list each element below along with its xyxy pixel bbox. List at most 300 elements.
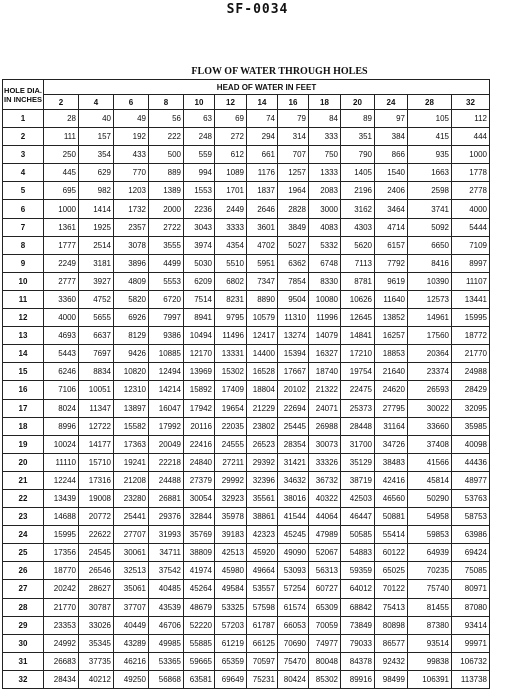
flow-value-cell: 13331: [215, 345, 247, 363]
flow-value-cell: 4714: [375, 218, 408, 236]
flow-value-cell: 3078: [114, 236, 149, 254]
flow-value-cell: 26593: [408, 381, 452, 399]
flow-value-cell: 40212: [79, 670, 114, 688]
flow-value-cell: 20364: [408, 345, 452, 363]
hole-diameter-cell: 22: [3, 489, 44, 507]
flow-value-cell: 28429: [452, 381, 490, 399]
flow-value-cell: 46447: [341, 508, 375, 526]
flow-value-cell: 32095: [452, 399, 490, 417]
document-code: SF-0034: [226, 2, 289, 17]
flow-value-cell: 113738: [452, 670, 490, 688]
column-header-10ft: 10: [184, 95, 215, 110]
flow-value-cell: 7792: [375, 254, 408, 272]
flow-value-cell: 17992: [149, 417, 184, 435]
flow-value-cell: 157: [79, 128, 114, 146]
flow-value-cell: 28354: [278, 435, 309, 453]
flow-value-cell: 2722: [149, 218, 184, 236]
flow-value-cell: 27795: [375, 399, 408, 417]
flow-value-cell: 10080: [309, 290, 341, 308]
flow-value-cell: 14079: [309, 327, 341, 345]
column-header-8ft: 8: [149, 95, 184, 110]
flow-value-cell: 42513: [215, 544, 247, 562]
flow-value-cell: 13439: [44, 489, 79, 507]
flow-value-cell: 6748: [309, 254, 341, 272]
hole-diameter-cell: 15: [3, 363, 44, 381]
flow-value-cell: 612: [215, 146, 247, 164]
flow-value-cell: 3974: [184, 236, 215, 254]
table-row: [3, 616, 490, 634]
flow-value-cell: 3849: [278, 218, 309, 236]
flow-value-cell: 982: [79, 182, 114, 200]
flow-value-cell: 8996: [44, 417, 79, 435]
flow-value-cell: 81455: [408, 598, 452, 616]
flow-value-cell: 70235: [408, 562, 452, 580]
flow-value-cell: 40449: [114, 616, 149, 634]
flow-value-cell: 30022: [408, 399, 452, 417]
flow-value-cell: 52067: [309, 544, 341, 562]
flow-value-cell: 1540: [375, 164, 408, 182]
flow-value-cell: 31993: [149, 526, 184, 544]
flow-value-cell: 106391: [408, 670, 452, 688]
table-row: [3, 417, 490, 435]
flow-value-cell: 60122: [375, 544, 408, 562]
hole-diameter-cell: 25: [3, 544, 44, 562]
flow-value-cell: 17363: [114, 435, 149, 453]
flow-value-cell: 45920: [247, 544, 278, 562]
flow-value-cell: 93514: [408, 634, 452, 652]
flow-value-cell: 4083: [309, 218, 341, 236]
flow-value-cell: 661: [247, 146, 278, 164]
flow-value-cell: 1257: [278, 164, 309, 182]
table-row: [3, 363, 490, 381]
flow-value-cell: 49250: [114, 670, 149, 688]
flow-value-cell: 12244: [44, 471, 79, 489]
flow-value-cell: 19654: [215, 399, 247, 417]
flow-value-cell: 14214: [149, 381, 184, 399]
flow-value-cell: 8834: [79, 363, 114, 381]
flow-value-cell: 80424: [278, 670, 309, 688]
flow-value-cell: 30061: [114, 544, 149, 562]
flow-value-cell: 10494: [184, 327, 215, 345]
flow-value-cell: 559: [184, 146, 215, 164]
flow-value-cell: 33026: [79, 616, 114, 634]
flow-value-cell: 54958: [408, 508, 452, 526]
flow-value-cell: 31164: [375, 417, 408, 435]
flow-value-cell: 38016: [278, 489, 309, 507]
flow-value-cell: 19008: [79, 489, 114, 507]
flow-value-cell: 111: [44, 128, 79, 146]
flow-value-cell: 4354: [215, 236, 247, 254]
flow-value-cell: 6362: [278, 254, 309, 272]
flow-value-cell: 707: [278, 146, 309, 164]
flow-value-cell: 14177: [79, 435, 114, 453]
flow-value-cell: 15302: [215, 363, 247, 381]
flow-value-cell: 55885: [184, 634, 215, 652]
table-row: [3, 182, 490, 200]
flow-value-cell: 35345: [79, 634, 114, 652]
flow-value-cell: 35978: [215, 508, 247, 526]
flow-value-cell: 2249: [44, 254, 79, 272]
flow-value-cell: 17316: [79, 471, 114, 489]
flow-value-cell: 79: [278, 110, 309, 128]
flow-value-cell: 87380: [408, 616, 452, 634]
flow-value-cell: 38719: [341, 471, 375, 489]
flow-value-cell: 695: [44, 182, 79, 200]
flow-value-cell: 22416: [184, 435, 215, 453]
flow-value-cell: 21640: [375, 363, 408, 381]
flow-value-cell: 9426: [114, 345, 149, 363]
flow-value-cell: 34726: [375, 435, 408, 453]
hole-diameter-cell: 29: [3, 616, 44, 634]
column-header-4ft: 4: [79, 95, 114, 110]
flow-value-cell: 17356: [44, 544, 79, 562]
flow-value-cell: 294: [247, 128, 278, 146]
flow-value-cell: 70690: [278, 634, 309, 652]
flow-value-cell: 2646: [247, 200, 278, 218]
flow-value-cell: 20242: [44, 580, 79, 598]
flow-value-cell: 1000: [44, 200, 79, 218]
flow-value-cell: 20102: [278, 381, 309, 399]
flow-value-cell: 24992: [44, 634, 79, 652]
table-row: [3, 562, 490, 580]
table-row: [3, 290, 490, 308]
flow-value-cell: 12170: [184, 345, 215, 363]
flow-value-cell: 99838: [408, 652, 452, 670]
column-header-16ft: 16: [278, 95, 309, 110]
flow-value-cell: 27379: [184, 471, 215, 489]
flow-value-cell: 48977: [452, 471, 490, 489]
flow-value-cell: 790: [341, 146, 375, 164]
table-row: [3, 670, 490, 688]
flow-value-cell: 43539: [149, 598, 184, 616]
flow-value-cell: 3000: [309, 200, 341, 218]
flow-value-cell: 7113: [341, 254, 375, 272]
flow-value-cell: 17667: [278, 363, 309, 381]
flow-value-cell: 1553: [184, 182, 215, 200]
flow-value-cell: 272: [215, 128, 247, 146]
flow-value-cell: 37408: [408, 435, 452, 453]
flow-value-cell: 70122: [375, 580, 408, 598]
flow-value-cell: 105: [408, 110, 452, 128]
flow-table: [2, 79, 490, 689]
flow-value-cell: 11996: [309, 309, 341, 327]
hole-diameter-cell: 27: [3, 580, 44, 598]
flow-value-cell: 53557: [247, 580, 278, 598]
flow-value-cell: 33660: [408, 417, 452, 435]
flow-value-cell: 56868: [149, 670, 184, 688]
flow-value-cell: 10024: [44, 435, 79, 453]
flow-value-cell: 1176: [247, 164, 278, 182]
flow-value-cell: 33326: [309, 453, 341, 471]
flow-value-cell: 415: [408, 128, 452, 146]
flow-value-cell: 2777: [44, 272, 79, 290]
flow-value-cell: 19241: [114, 453, 149, 471]
flow-value-cell: 89: [341, 110, 375, 128]
flow-value-cell: 444: [452, 128, 490, 146]
flow-value-cell: 15394: [278, 345, 309, 363]
flow-value-cell: 60727: [309, 580, 341, 598]
flow-value-cell: 68842: [341, 598, 375, 616]
hole-diameter-cell: 24: [3, 526, 44, 544]
flow-value-cell: 2406: [375, 182, 408, 200]
flow-value-cell: 40: [79, 110, 114, 128]
flow-value-cell: 46706: [149, 616, 184, 634]
flow-value-cell: 45264: [184, 580, 215, 598]
table-row: [3, 345, 490, 363]
flow-value-cell: 1361: [44, 218, 79, 236]
flow-value-cell: 45245: [278, 526, 309, 544]
flow-value-cell: 3741: [408, 200, 452, 218]
flow-value-cell: 12722: [79, 417, 114, 435]
flow-value-cell: 6246: [44, 363, 79, 381]
flow-value-cell: 25445: [278, 417, 309, 435]
flow-value-cell: 18740: [309, 363, 341, 381]
flow-value-cell: 14841: [341, 327, 375, 345]
flow-value-cell: 46216: [114, 652, 149, 670]
flow-value-cell: 10820: [114, 363, 149, 381]
flow-value-cell: 2449: [215, 200, 247, 218]
flow-value-cell: 30054: [184, 489, 215, 507]
flow-value-cell: 6720: [149, 290, 184, 308]
flow-value-cell: 70059: [309, 616, 341, 634]
hole-diameter-cell: 31: [3, 652, 44, 670]
flow-value-cell: 65359: [215, 652, 247, 670]
hole-diameter-cell: 6: [3, 200, 44, 218]
flow-value-cell: 2828: [278, 200, 309, 218]
table-row: [3, 598, 490, 616]
flow-value-cell: 20116: [184, 417, 215, 435]
flow-value-cell: 15995: [452, 309, 490, 327]
hole-diameter-cell: 8: [3, 236, 44, 254]
flow-value-cell: 25373: [341, 399, 375, 417]
flow-value-cell: 14961: [408, 309, 452, 327]
flow-value-cell: 38483: [375, 453, 408, 471]
table-row: [3, 652, 490, 670]
flow-value-cell: 36732: [309, 471, 341, 489]
flow-value-cell: 5951: [247, 254, 278, 272]
flow-value-cell: 28448: [341, 417, 375, 435]
flow-value-cell: 74: [247, 110, 278, 128]
flow-value-cell: 4693: [44, 327, 79, 345]
flow-value-cell: 314: [278, 128, 309, 146]
flow-value-cell: 3927: [79, 272, 114, 290]
flow-value-cell: 73849: [341, 616, 375, 634]
flow-value-cell: 354: [79, 146, 114, 164]
flow-value-cell: 35561: [247, 489, 278, 507]
flow-value-cell: 433: [114, 146, 149, 164]
flow-value-cell: 49090: [278, 544, 309, 562]
hole-diameter-cell: 3: [3, 146, 44, 164]
hole-diameter-cell: 28: [3, 598, 44, 616]
flow-value-cell: 41566: [408, 453, 452, 471]
flow-value-cell: 2083: [309, 182, 341, 200]
flow-value-cell: 11107: [452, 272, 490, 290]
flow-value-cell: 5030: [184, 254, 215, 272]
hole-diameter-cell: 5: [3, 182, 44, 200]
flow-value-cell: 26683: [44, 652, 79, 670]
flow-value-cell: 2236: [184, 200, 215, 218]
flow-value-cell: 37735: [79, 652, 114, 670]
flow-value-cell: 7854: [278, 272, 309, 290]
flow-value-cell: 3601: [247, 218, 278, 236]
flow-value-cell: 24988: [452, 363, 490, 381]
flow-value-cell: 5027: [278, 236, 309, 254]
flow-value-cell: 2514: [79, 236, 114, 254]
column-header-24ft: 24: [375, 95, 408, 110]
table-row: [3, 110, 490, 128]
flow-value-cell: 28: [44, 110, 79, 128]
flow-value-cell: 17409: [215, 381, 247, 399]
flow-value-cell: 26523: [247, 435, 278, 453]
flow-value-cell: 17942: [184, 399, 215, 417]
flow-value-cell: 5620: [341, 236, 375, 254]
flow-value-cell: 21229: [247, 399, 278, 417]
hole-diameter-cell: 9: [3, 254, 44, 272]
flow-value-cell: 98499: [375, 670, 408, 688]
flow-value-cell: 8781: [341, 272, 375, 290]
flow-value-cell: 8231: [215, 290, 247, 308]
flow-value-cell: 75470: [278, 652, 309, 670]
flow-value-cell: 57254: [278, 580, 309, 598]
flow-value-cell: 34711: [149, 544, 184, 562]
flow-value-cell: 1089: [215, 164, 247, 182]
flow-value-cell: 17560: [408, 327, 452, 345]
table-row: [3, 128, 490, 146]
flow-value-cell: 106732: [452, 652, 490, 670]
flow-value-cell: 27707: [114, 526, 149, 544]
flow-value-cell: 87080: [452, 598, 490, 616]
flow-value-cell: 61787: [247, 616, 278, 634]
flow-value-cell: 50881: [375, 508, 408, 526]
flow-value-cell: 8941: [184, 309, 215, 327]
hole-diameter-cell: 23: [3, 508, 44, 526]
flow-value-cell: 16257: [375, 327, 408, 345]
flow-value-cell: 44064: [309, 508, 341, 526]
flow-value-cell: 75085: [452, 562, 490, 580]
flow-value-cell: 20772: [79, 508, 114, 526]
flow-value-cell: 8890: [247, 290, 278, 308]
hole-diameter-header: HOLE DIA. IN INCHES: [3, 80, 44, 110]
flow-value-cell: 69424: [452, 544, 490, 562]
flow-value-cell: 22694: [278, 399, 309, 417]
table-row: [3, 164, 490, 182]
hole-diameter-cell: 10: [3, 272, 44, 290]
hole-diameter-cell: 16: [3, 381, 44, 399]
flow-value-cell: 24488: [149, 471, 184, 489]
flow-value-cell: 61574: [278, 598, 309, 616]
flow-value-cell: 66125: [247, 634, 278, 652]
table-row: [3, 489, 490, 507]
flow-value-cell: 14400: [247, 345, 278, 363]
flow-value-cell: 97: [375, 110, 408, 128]
flow-value-cell: 3555: [149, 236, 184, 254]
flow-value-cell: 12417: [247, 327, 278, 345]
flow-value-cell: 5553: [149, 272, 184, 290]
flow-value-cell: 2196: [341, 182, 375, 200]
flow-value-cell: 50585: [341, 526, 375, 544]
flow-value-cell: 222: [149, 128, 184, 146]
flow-value-cell: 3043: [184, 218, 215, 236]
flow-value-cell: 28627: [79, 580, 114, 598]
flow-value-cell: 3360: [44, 290, 79, 308]
hole-diameter-cell: 14: [3, 345, 44, 363]
flow-value-cell: 4702: [247, 236, 278, 254]
flow-value-cell: 64939: [408, 544, 452, 562]
flow-value-cell: 26988: [309, 417, 341, 435]
flow-value-cell: 3333: [215, 218, 247, 236]
hole-diameter-cell: 1: [3, 110, 44, 128]
flow-value-cell: 35769: [184, 526, 215, 544]
flow-value-cell: 6209: [184, 272, 215, 290]
flow-value-cell: 10579: [247, 309, 278, 327]
flow-value-cell: 1837: [247, 182, 278, 200]
flow-value-cell: 9504: [278, 290, 309, 308]
flow-value-cell: 30073: [309, 435, 341, 453]
flow-value-cell: 8129: [114, 327, 149, 345]
flow-value-cell: 38861: [247, 508, 278, 526]
flow-value-cell: 41974: [184, 562, 215, 580]
flow-value-cell: 59853: [408, 526, 452, 544]
flow-value-cell: 1777: [44, 236, 79, 254]
hole-diameter-cell: 7: [3, 218, 44, 236]
flow-value-cell: 21770: [44, 598, 79, 616]
flow-value-cell: 35129: [341, 453, 375, 471]
flow-value-cell: 11310: [278, 309, 309, 327]
table-row: [3, 580, 490, 598]
flow-value-cell: 4303: [341, 218, 375, 236]
flow-value-cell: 13441: [452, 290, 490, 308]
flow-value-cell: 18853: [375, 345, 408, 363]
hole-diameter-cell: 26: [3, 562, 44, 580]
column-header-row: [3, 95, 490, 110]
flow-value-cell: 24620: [375, 381, 408, 399]
flow-value-cell: 24071: [309, 399, 341, 417]
flow-value-cell: 1663: [408, 164, 452, 182]
flow-value-cell: 70597: [247, 652, 278, 670]
flow-value-cell: 66053: [278, 616, 309, 634]
flow-value-cell: 99971: [452, 634, 490, 652]
flow-value-cell: 86577: [375, 634, 408, 652]
flow-value-cell: 500: [149, 146, 184, 164]
flow-value-cell: 13897: [114, 399, 149, 417]
flow-value-cell: 53365: [149, 652, 184, 670]
flow-value-cell: 29992: [215, 471, 247, 489]
column-header-18ft: 18: [309, 95, 341, 110]
flow-value-cell: 384: [375, 128, 408, 146]
flow-value-cell: 69649: [215, 670, 247, 688]
flow-value-cell: 12645: [341, 309, 375, 327]
flow-value-cell: 54883: [341, 544, 375, 562]
hole-diameter-cell: 20: [3, 453, 44, 471]
flow-value-cell: 2357: [114, 218, 149, 236]
flow-value-cell: 5092: [408, 218, 452, 236]
flow-value-cell: 75413: [375, 598, 408, 616]
hole-diameter-cell: 2: [3, 128, 44, 146]
flow-value-cell: 15582: [114, 417, 149, 435]
flow-value-cell: 80048: [309, 652, 341, 670]
flow-value-cell: 16528: [247, 363, 278, 381]
table-row: [3, 526, 490, 544]
flow-value-cell: 13969: [184, 363, 215, 381]
flow-value-cell: 45814: [408, 471, 452, 489]
flow-value-cell: 17210: [341, 345, 375, 363]
table-row: [3, 200, 490, 218]
table-row: [3, 327, 490, 345]
flow-value-cell: 41544: [278, 508, 309, 526]
flow-value-cell: 35985: [452, 417, 490, 435]
flow-value-cell: 89916: [341, 670, 375, 688]
flow-value-cell: 7109: [452, 236, 490, 254]
